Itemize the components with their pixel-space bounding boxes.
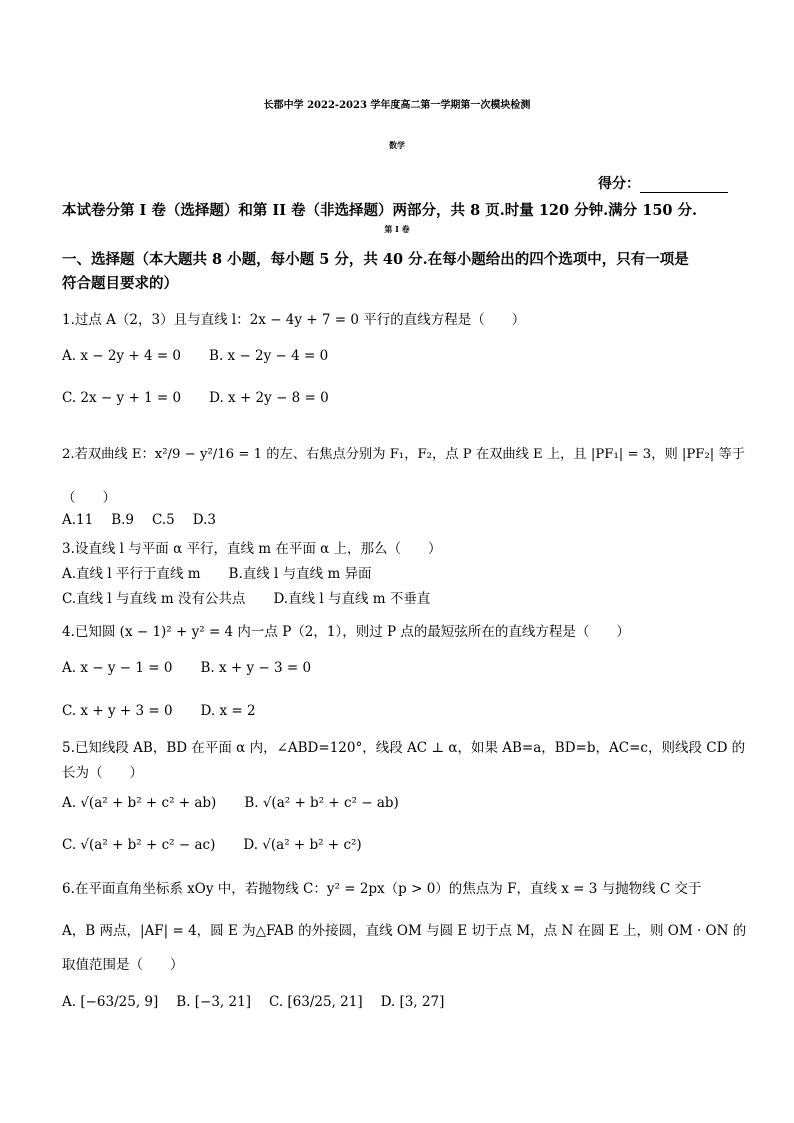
q2-option-c: C.5	[152, 512, 175, 528]
question-4-options-row2	[62, 703, 256, 719]
q3-option-c: C.直线 l 与直线 m 没有公共点	[62, 591, 246, 607]
question-3-options-row1	[62, 562, 372, 582]
question-5-options-row2	[62, 837, 362, 853]
q4-option-b: B. x + y − 3 = 0	[200, 660, 312, 676]
q5-option-b: B. √(a² + b² + c² − ab)	[244, 795, 399, 811]
question-2-stem: 2.若双曲线 E：x²/9 − y²/16 = 1 的左、右焦点分别为 F₁，F₂，点 P 在双曲线 E 上，且 |PF₁| = 3，则 |PF₂| 等于	[62, 447, 745, 462]
q5-option-d: D. √(a² + b² + c²)	[243, 837, 362, 853]
question-3-stem: 3.设直线 l 与平面 α 平行，直线 m 在平面 α 上，那么（ ）	[62, 541, 442, 557]
section-heading: 一、选择题（本大题共 8 小题，每小题 5 分，共 40 分.在每小题给出的四个选项中，只有一项是	[62, 251, 689, 268]
subject-title: 数学	[389, 140, 405, 150]
question-5-stem: 5.已知线段 AB，BD 在平面 α 内，∠ABD=120°，线段 AC ⊥ α，如果 AB=a，BD=b，AC=c，则线段 CD 的	[62, 740, 746, 756]
q1-option-b: B. x − 2y − 4 = 0	[209, 348, 329, 364]
question-6-options	[62, 994, 444, 1010]
question-2-stem-cont: （ ）	[62, 490, 116, 506]
q1-option-d: D. x + 2y − 8 = 0	[209, 390, 329, 406]
question-1-options-row2	[62, 390, 329, 406]
q6-option-b: B. [−3, 21]	[176, 994, 251, 1010]
score-blank	[640, 178, 728, 193]
question-4-options-row1	[62, 660, 311, 676]
q5-option-c: C. √(a² + b² + c² − ac)	[62, 837, 216, 853]
q1-option-c: C. 2x − y + 1 = 0	[62, 390, 182, 406]
q6-option-c: C. [63/25, 21]	[268, 994, 363, 1010]
q3-option-d: D.直线 l 与直线 m 不垂直	[273, 591, 431, 607]
q1-option-a: A. x − 2y + 4 = 0	[62, 348, 182, 364]
score-label: 得分：	[598, 176, 640, 192]
exam-intro: 本试卷分第 I 卷（选择题）和第 II 卷（非选择题）两部分，共 8 页.时量 120 分钟.满分 150 分.	[62, 202, 698, 219]
q2-option-a: A.11	[62, 512, 94, 528]
section-heading-cont: 符合题目要求的）	[62, 275, 178, 292]
q6-option-a: A. [−63/25, 9]	[62, 994, 159, 1010]
question-1-options-row1	[62, 348, 328, 364]
exam-title: 长郡中学 2022-2023 学年度高二第一学期第一次模块检测	[263, 100, 531, 111]
question-6-stem-cont2: 取值范围是（ ）	[62, 957, 184, 973]
question-3-options-row2	[62, 587, 430, 607]
q5-option-a: A. √(a² + b² + c² + ab)	[62, 795, 217, 811]
question-6-stem: 6.在平面直角坐标系 xOy 中，若抛物线 C：y² = 2px（p > 0）的焦点为 F，直线 x = 3 与抛物线 C 交于	[62, 881, 702, 897]
q6-option-d: D. [3, 27]	[380, 994, 445, 1010]
question-4-stem: 4.已知圆 (x − 1)² + y² = 4 内一点 P（2，1），则过 P 点的最短弦所在的直线方程是（ ）	[62, 624, 630, 640]
q3-option-b: B.直线 l 与直线 m 异面	[228, 566, 372, 582]
volume-heading: 第 I 卷	[384, 224, 410, 234]
question-5-options-row1	[62, 795, 399, 811]
question-1-stem: 1.过点 A（2，3）且与直线 l：2x − 4y + 7 = 0 平行的直线方程是（ ）	[62, 312, 526, 328]
q4-option-c: C. x + y + 3 = 0	[62, 703, 173, 719]
question-5-stem-cont: 长为（ ）	[62, 765, 143, 781]
score-field	[598, 173, 728, 193]
q2-option-b: B.9	[111, 512, 135, 528]
q3-option-a: A.直线 l 平行于直线 m	[62, 566, 201, 582]
question-2-options	[62, 512, 216, 528]
q4-option-a: A. x − y − 1 = 0	[62, 660, 173, 676]
q2-option-d: D.3	[192, 512, 216, 528]
question-6-stem-cont: A，B 两点，|AF| = 4，圆 E 为△FAB 的外接圆，直线 OM 与圆 E 切于点 M，点 N 在圆 E 上，则 OM · ON 的	[62, 923, 747, 939]
q4-option-d: D. x = 2	[200, 703, 256, 719]
